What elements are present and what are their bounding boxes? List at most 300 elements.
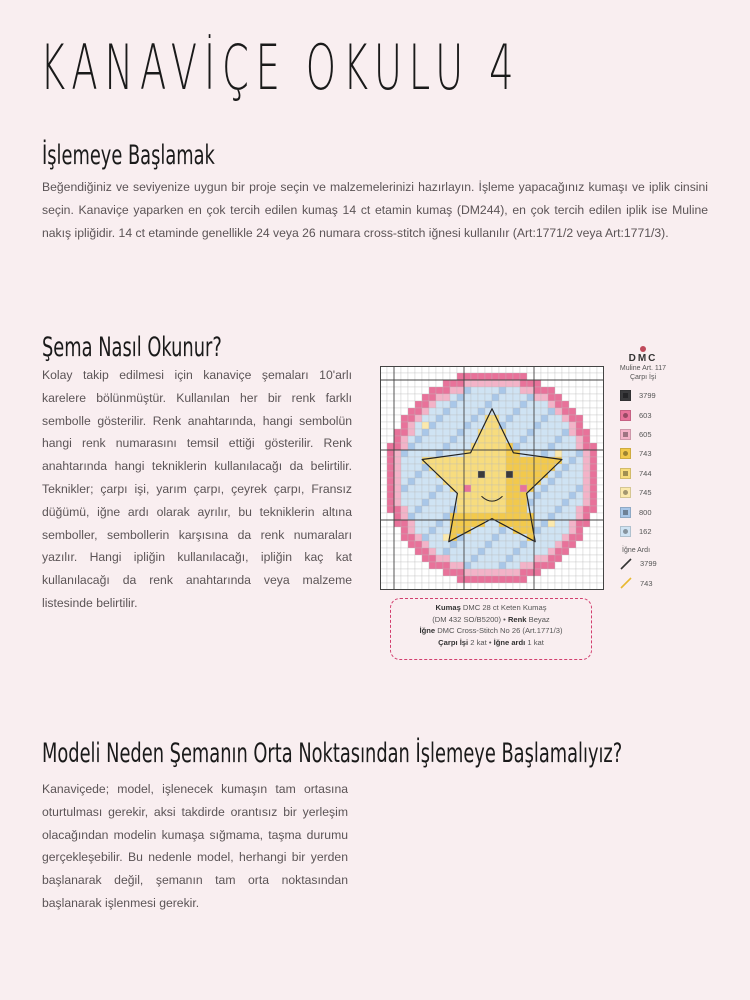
stitch-cell [513, 492, 520, 499]
stitch-cell [513, 548, 520, 555]
stitch-cell [583, 366, 590, 373]
stitch-cell [548, 394, 555, 401]
stitch-cell [590, 527, 597, 534]
color-number: 3799 [640, 559, 657, 569]
stitch-cell [513, 464, 520, 471]
stitch-cell [485, 548, 492, 555]
stitch-cell [576, 429, 583, 436]
stitch-cell [478, 576, 485, 583]
stitch-cell [401, 520, 408, 527]
stitch-cell [555, 569, 562, 576]
stitch-cell [415, 436, 422, 443]
legend-row [620, 483, 668, 502]
stitch-cell [597, 380, 604, 387]
stitch-cell [408, 499, 415, 506]
stitch-cell [569, 527, 576, 534]
stitch-cell [569, 387, 576, 394]
stitch-cell [471, 380, 478, 387]
stitch-cell [520, 492, 527, 499]
stitch-cell [436, 464, 443, 471]
stitch-cell [415, 569, 422, 576]
stitch-cell [506, 520, 513, 527]
stitch-cell [429, 576, 436, 583]
stitch-cell [499, 506, 506, 513]
stitch-cell [457, 415, 464, 422]
stitch-cell [513, 408, 520, 415]
stitch-cell [471, 499, 478, 506]
stitch-cell [590, 366, 597, 373]
stitch-cell [401, 527, 408, 534]
stitch-cell [513, 415, 520, 422]
stitch-cell [513, 569, 520, 576]
stitch-cell [394, 415, 401, 422]
stitch-cell [569, 478, 576, 485]
stitch-cell [401, 464, 408, 471]
stitch-cell [394, 583, 401, 590]
stitch-cell [590, 373, 597, 380]
stitch-cell [408, 464, 415, 471]
stitch-cell [590, 583, 597, 590]
stitch-cell [443, 464, 450, 471]
stitch-cell [506, 478, 513, 485]
stitch-cell [541, 394, 548, 401]
stitch-cell [534, 492, 541, 499]
stitch-cell [590, 562, 597, 569]
stitch-cell [387, 499, 394, 506]
stitch-cell [590, 506, 597, 513]
stitch-cell [380, 380, 387, 387]
stitch-cell [436, 380, 443, 387]
stitch-cell [527, 569, 534, 576]
stitch-cell [443, 436, 450, 443]
stitch-cell [527, 408, 534, 415]
stitch-cell [569, 394, 576, 401]
stitch-cell [541, 583, 548, 590]
stitch-cell [457, 443, 464, 450]
stitch-cell [443, 527, 450, 534]
stitch-cell [569, 457, 576, 464]
stitch-cell [450, 366, 457, 373]
stitch-cell [541, 499, 548, 506]
stitch-cell [590, 576, 597, 583]
stitch-cell [576, 534, 583, 541]
stitch-cell [569, 450, 576, 457]
stitch-cell [471, 513, 478, 520]
stitch-cell [597, 471, 604, 478]
stitch-cell [492, 450, 499, 457]
stitch-cell [541, 485, 548, 492]
stitch-cell [450, 443, 457, 450]
stitch-cell [597, 478, 604, 485]
stitch-cell [555, 520, 562, 527]
stitch-cell [555, 422, 562, 429]
stitch-cell [408, 457, 415, 464]
stitch-cell [576, 555, 583, 562]
stitch-cell [590, 478, 597, 485]
stitch-cell [590, 492, 597, 499]
stitch-cell [499, 562, 506, 569]
stitch-cell [499, 583, 506, 590]
stitch-cell [387, 394, 394, 401]
stitch-cell [478, 450, 485, 457]
stitch-cell [387, 429, 394, 436]
stitch-cell [527, 366, 534, 373]
stitch-cell [387, 534, 394, 541]
stitch-cell [478, 401, 485, 408]
stitch-cell [548, 548, 555, 555]
stitch-cell [499, 415, 506, 422]
stitch-cell [380, 408, 387, 415]
stitch-cell [541, 380, 548, 387]
stitch-cell [401, 443, 408, 450]
stitch-cell [422, 394, 429, 401]
stitch-cell [380, 583, 387, 590]
stitch-cell [583, 415, 590, 422]
stitch-cell [401, 506, 408, 513]
stitch-cell [520, 464, 527, 471]
stitch-cell [408, 443, 415, 450]
stitch-cell [415, 471, 422, 478]
stitch-cell [380, 422, 387, 429]
stitch-cell [450, 408, 457, 415]
stitch-cell [408, 436, 415, 443]
stitch-cell [415, 450, 422, 457]
stitch-cell [562, 373, 569, 380]
stitch-cell [429, 408, 436, 415]
stitch-cell [401, 457, 408, 464]
stitch-cell [499, 527, 506, 534]
stitch-cell [506, 471, 513, 478]
stitch-cell [583, 394, 590, 401]
stitch-cell [576, 380, 583, 387]
stitch-cell [401, 394, 408, 401]
stitch-cell [555, 506, 562, 513]
stitch-cell [380, 429, 387, 436]
stitch-cell [450, 415, 457, 422]
stitch-cell [478, 415, 485, 422]
color-number: 3799 [639, 391, 656, 401]
stitch-cell [520, 408, 527, 415]
color-swatch [620, 526, 631, 537]
stitch-cell [534, 576, 541, 583]
stitch-cell [541, 569, 548, 576]
stitch-cell [450, 394, 457, 401]
stitch-cell [485, 583, 492, 590]
stitch-cell [513, 562, 520, 569]
stitch-cell [415, 576, 422, 583]
stitch-cell [450, 457, 457, 464]
stitch-cell [422, 555, 429, 562]
stitch-cell [534, 401, 541, 408]
stitch-cell [569, 513, 576, 520]
stitch-cell [499, 541, 506, 548]
stitch-cell [471, 373, 478, 380]
stitch-cell [429, 583, 436, 590]
needle-line: İğne DMC Cross-Stitch No 26 (Art.1771/3) [419, 626, 563, 636]
stitch-cell [394, 429, 401, 436]
stitch-cell [415, 499, 422, 506]
stitch-cell [443, 478, 450, 485]
stitch-cell [562, 506, 569, 513]
stitch-cell [429, 401, 436, 408]
stitch-cell [548, 450, 555, 457]
stitch-cell [478, 471, 485, 478]
stitch-cell [450, 478, 457, 485]
stitch-cell [415, 527, 422, 534]
stitch-cell [443, 520, 450, 527]
stitch-cell [387, 422, 394, 429]
stitch-cell [415, 422, 422, 429]
stitch-cell [506, 415, 513, 422]
stitch-cell [541, 576, 548, 583]
stitch-cell [492, 387, 499, 394]
stitch-cell [506, 401, 513, 408]
stitch-cell [590, 450, 597, 457]
stitch-cell [436, 520, 443, 527]
stitch-cell [583, 478, 590, 485]
stitch-cell [387, 569, 394, 576]
stitch-cell [478, 562, 485, 569]
stitch-cell [485, 422, 492, 429]
stitch-cell [590, 387, 597, 394]
stitch-cell [513, 387, 520, 394]
stitch-cell [590, 464, 597, 471]
stitch-cell [464, 443, 471, 450]
stitch-cell [576, 583, 583, 590]
stitch-cell [415, 464, 422, 471]
stitch-cell [478, 513, 485, 520]
stitch-cell [387, 443, 394, 450]
stitch-cell [492, 366, 499, 373]
stitch-cell [520, 527, 527, 534]
stitch-cell [583, 562, 590, 569]
stitch-cell [583, 506, 590, 513]
color-number: 744 [639, 468, 652, 478]
stitch-cell [471, 520, 478, 527]
stitch-cell [401, 436, 408, 443]
stitch-cell [429, 562, 436, 569]
stitch-cell [457, 555, 464, 562]
stitch-cell [597, 394, 604, 401]
stitch-cell [576, 562, 583, 569]
stitch-cell [527, 583, 534, 590]
stitch-cell [422, 415, 429, 422]
stitch-cell [429, 527, 436, 534]
stitch-cell [436, 506, 443, 513]
stitch-cell [590, 436, 597, 443]
stitch-cell [436, 366, 443, 373]
backstitch-swatch [620, 577, 632, 589]
stitch-cell [422, 387, 429, 394]
stitch-cell [541, 408, 548, 415]
stitch-cell [415, 548, 422, 555]
stitch-cell [471, 548, 478, 555]
page-title: KANAVİÇE OKULU 4 [40, 31, 521, 104]
stitch-cell [492, 429, 499, 436]
stitch-cell [464, 373, 471, 380]
stitch-cell [408, 471, 415, 478]
stitch-cell [576, 541, 583, 548]
stitch-cell [555, 478, 562, 485]
stitch-cell [450, 471, 457, 478]
stitch-cell [527, 429, 534, 436]
stitch-cell [464, 366, 471, 373]
stitch-cell [527, 576, 534, 583]
stitch-cell [422, 471, 429, 478]
stitch-cell [548, 373, 555, 380]
stitch-cell [478, 506, 485, 513]
stitch-cell [450, 401, 457, 408]
stitch-cell [534, 562, 541, 569]
stitch-cell [408, 401, 415, 408]
stitch-cell [541, 366, 548, 373]
stitch-cell [471, 506, 478, 513]
stitch-cell [485, 387, 492, 394]
stitch-cell [548, 555, 555, 562]
stitch-cell [387, 520, 394, 527]
stitch-cell [464, 471, 471, 478]
stitch-cell [506, 534, 513, 541]
stitch-cell [408, 387, 415, 394]
stitch-cell [541, 436, 548, 443]
stitch-cell [380, 436, 387, 443]
stitch-cell [394, 387, 401, 394]
stitch-cell [380, 499, 387, 506]
stitch-cell [429, 450, 436, 457]
stitch-cell [387, 548, 394, 555]
stitch-cell [429, 569, 436, 576]
stitch-cell [422, 408, 429, 415]
stitch-cell [541, 541, 548, 548]
stitch-cell [415, 555, 422, 562]
stitch-cell [548, 492, 555, 499]
stitch-cell [464, 422, 471, 429]
stitch-cell [387, 555, 394, 562]
stitch-cell [408, 569, 415, 576]
stitch-cell [548, 527, 555, 534]
stitch-cell [562, 562, 569, 569]
stitch-cell [534, 373, 541, 380]
stitch-cell [387, 415, 394, 422]
backstitch-label: İğne Ardı [622, 547, 651, 555]
stitch-cell [520, 478, 527, 485]
stitch-cell [408, 513, 415, 520]
stitch-cell [450, 373, 457, 380]
stitch-cell [408, 576, 415, 583]
stitch-cell [443, 569, 450, 576]
stitch-cell [520, 569, 527, 576]
stitch-cell [415, 562, 422, 569]
stitch-cell [457, 401, 464, 408]
stitch-cell [380, 415, 387, 422]
stitch-cell [415, 408, 422, 415]
stitch-cell [401, 429, 408, 436]
stitch-cell [583, 464, 590, 471]
stitch-cell [562, 478, 569, 485]
stitch-cell [429, 394, 436, 401]
stitch-cell [513, 478, 520, 485]
stitch-cell [569, 464, 576, 471]
stitch-cell [422, 506, 429, 513]
stitch-cell [485, 366, 492, 373]
stitch-cell [492, 464, 499, 471]
stitch-cell [436, 394, 443, 401]
stitch-cell [457, 464, 464, 471]
stitch-cell [471, 457, 478, 464]
stitch-cell [380, 576, 387, 583]
stitch-cell [513, 520, 520, 527]
stitch-cell [422, 366, 429, 373]
stitch-cell [513, 443, 520, 450]
stitch-cell [597, 548, 604, 555]
stitch-cell [485, 569, 492, 576]
stitch-cell [394, 436, 401, 443]
stitch-cell [471, 492, 478, 499]
stitch-cell [387, 373, 394, 380]
stitch-cell [562, 422, 569, 429]
stitch-cell [485, 401, 492, 408]
stitch-cell [387, 471, 394, 478]
stitch-cell [597, 485, 604, 492]
stitch-cell [422, 520, 429, 527]
stitch-cell [422, 422, 429, 429]
stitch-cell [590, 457, 597, 464]
stitch-cell [436, 436, 443, 443]
stitch-cell [576, 548, 583, 555]
stitch-cell [492, 373, 499, 380]
stitch-cell [485, 534, 492, 541]
stitch-cell [576, 506, 583, 513]
stitch-cell [513, 499, 520, 506]
stitch-cell [471, 408, 478, 415]
stitch-cell [527, 380, 534, 387]
stitch-cell [485, 541, 492, 548]
stitch-cell [597, 534, 604, 541]
stitch-cell [569, 408, 576, 415]
stitch-cell [464, 464, 471, 471]
stitch-cell [520, 443, 527, 450]
stitch-cell [464, 499, 471, 506]
stitch-cell [387, 401, 394, 408]
stitch-cell [527, 492, 534, 499]
stitch-cell [576, 492, 583, 499]
stitch-cell [583, 429, 590, 436]
stitch-cell [443, 576, 450, 583]
stitch-cell [555, 527, 562, 534]
stitch-cell [415, 513, 422, 520]
stitch-cell [408, 408, 415, 415]
stitch-cell [485, 478, 492, 485]
stitch-cell [555, 415, 562, 422]
stitch-cell [380, 534, 387, 541]
stitch-cell [597, 387, 604, 394]
stitch-cell [555, 534, 562, 541]
stitch-cell [534, 555, 541, 562]
section-heading-chart: Şema Nasıl Okunur? [42, 332, 222, 363]
stitch-cell [457, 478, 464, 485]
stitch-cell [408, 583, 415, 590]
stitch-cell [457, 527, 464, 534]
stitch-cell [485, 380, 492, 387]
stitch-cell [422, 513, 429, 520]
stitch-cell [394, 576, 401, 583]
stitch-cell [506, 394, 513, 401]
stitch-cell [555, 583, 562, 590]
stitch-cell [387, 562, 394, 569]
stitch-cell [555, 485, 562, 492]
stitch-cell [492, 471, 499, 478]
stitch-cell [569, 401, 576, 408]
